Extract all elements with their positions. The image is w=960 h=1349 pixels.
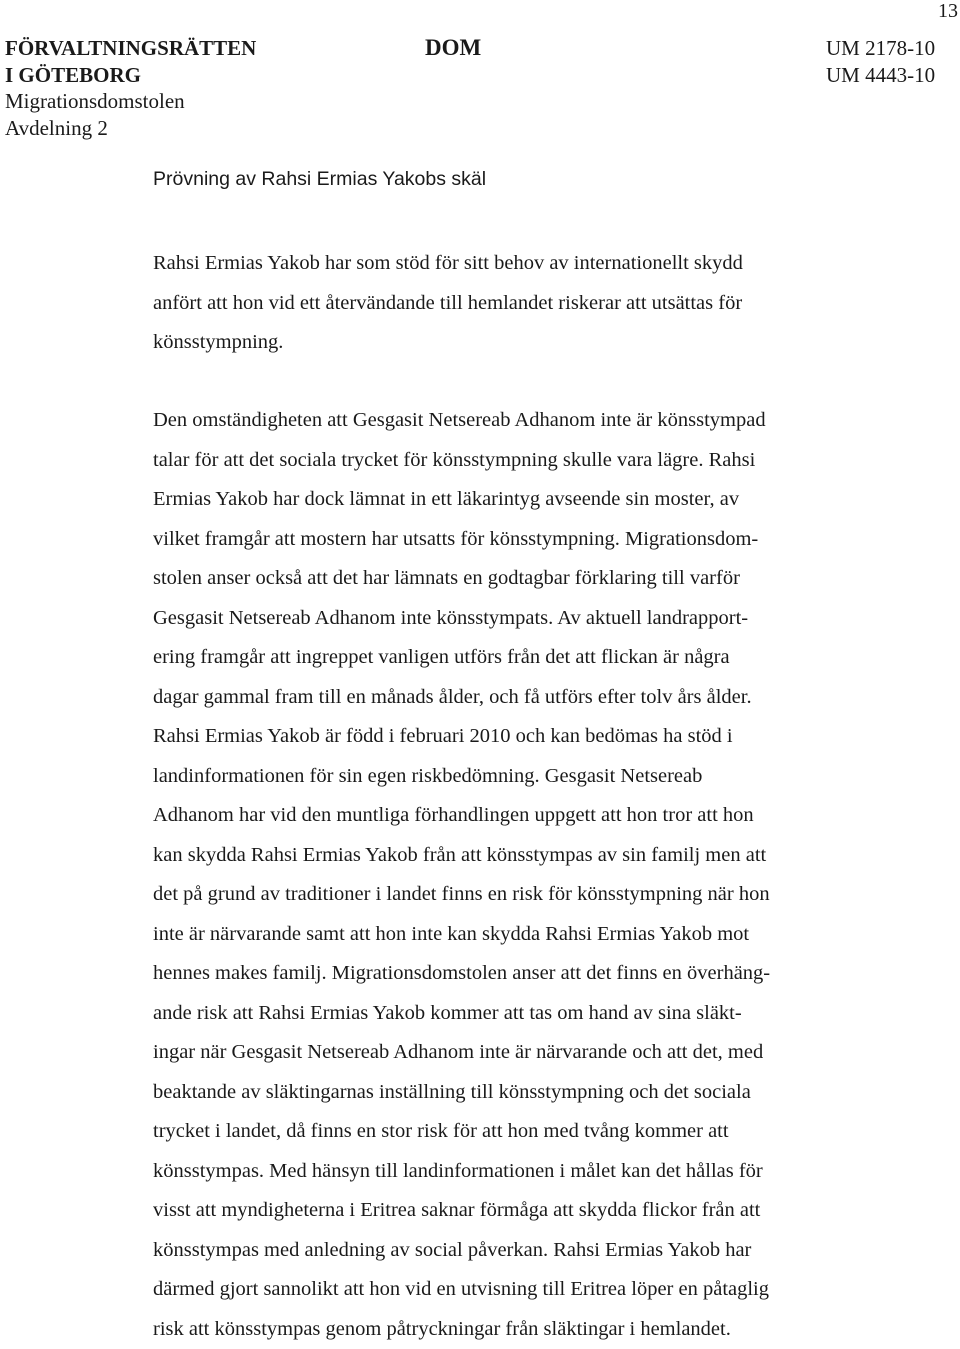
text-line: kan skydda Rahsi Ermias Yakob från att könsstympas av sin familj men att bbox=[153, 836, 853, 876]
text-line: vilket framgår att mostern har utsatts för könsstympning. Migrationsdom- bbox=[153, 520, 853, 560]
text-line: landinformationen för sin egen riskbedömning. Gesgasit Netsereab bbox=[153, 757, 853, 797]
text-line: Gesgasit Netsereab Adhanom inte könsstympats. Av aktuell landrapport- bbox=[153, 599, 853, 639]
text-line: Adhanom har vid den muntliga förhandlingen uppgett att hon tror att hon bbox=[153, 796, 853, 836]
text-line: Ermias Yakob har dock lämnat in ett läkarintyg avseende sin moster, av bbox=[153, 480, 853, 520]
court-department: Avdelning 2 bbox=[5, 115, 256, 142]
text-line: könsstympas. Med hänsyn till landinformationen i målet kan det hållas för bbox=[153, 1152, 853, 1192]
page-number: 13 bbox=[938, 0, 958, 22]
text-line: därmed gjort sannolikt att hon vid en utvisning till Eritrea löper en påtaglig bbox=[153, 1270, 853, 1310]
court-name-line-1: FÖRVALTNINGSRÄTTEN bbox=[5, 35, 256, 62]
document-type: DOM bbox=[425, 35, 481, 62]
case-number: UM 4443-10 bbox=[826, 62, 935, 89]
section-heading: Prövning av Rahsi Ermias Yakobs skäl bbox=[153, 167, 486, 191]
text-line: hennes makes familj. Migrationsdomstolen anser att det finns en överhäng- bbox=[153, 954, 853, 994]
text-line: ering framgår att ingreppet vanligen utförs från det att flickan är några bbox=[153, 638, 853, 678]
text-line: ande risk att Rahsi Ermias Yakob kommer att tas om hand av sina släkt- bbox=[153, 994, 853, 1034]
text-line: anfört att hon vid ett återvändande till hemlandet riskerar att utsättas för bbox=[153, 284, 853, 324]
text-line: könsstympning. bbox=[153, 323, 853, 363]
text-line: Rahsi Ermias Yakob har som stöd för sitt behov av internationellt skydd bbox=[153, 244, 853, 284]
text-line: Den omständigheten att Gesgasit Netsereab Adhanom inte är könsstympad bbox=[153, 401, 853, 441]
text-line: stolen anser också att det har lämnats en godtagbar förklaring till varför bbox=[153, 559, 853, 599]
text-line: beaktande av släktingarnas inställning till könsstympning och det sociala bbox=[153, 1073, 853, 1113]
text-line: inte är närvarande samt att hon inte kan skydda Rahsi Ermias Yakob mot bbox=[153, 915, 853, 955]
paragraph-1 bbox=[153, 244, 853, 363]
text-line: visst att myndigheterna i Eritrea saknar förmåga att skydda flickor från att bbox=[153, 1191, 853, 1231]
court-division: Migrationsdomstolen bbox=[5, 88, 256, 115]
paragraph-2 bbox=[153, 401, 853, 1349]
court-header bbox=[5, 35, 256, 141]
text-line: talar för att det sociala trycket för könsstympning skulle vara lägre. Rahsi bbox=[153, 441, 853, 481]
text-line: ingar när Gesgasit Netsereab Adhanom inte är närvarande och att det, med bbox=[153, 1033, 853, 1073]
text-line: Rahsi Ermias Yakob är född i februari 2010 och kan bedömas ha stöd i bbox=[153, 717, 853, 757]
text-line: risk att könsstympas genom påtryckningar från släktingar i hemlandet. bbox=[153, 1310, 853, 1349]
court-name-line-2: I GÖTEBORG bbox=[5, 62, 256, 89]
text-line: trycket i landet, då finns en stor risk för att hon med tvång kommer att bbox=[153, 1112, 853, 1152]
case-numbers bbox=[826, 35, 935, 88]
case-number: UM 2178-10 bbox=[826, 35, 935, 62]
text-line: det på grund av traditioner i landet finns en risk för könsstympning när hon bbox=[153, 875, 853, 915]
text-line: dagar gammal fram till en månads ålder, och få utförs efter tolv års ålder. bbox=[153, 678, 853, 718]
text-line: könsstympas med anledning av social påverkan. Rahsi Ermias Yakob har bbox=[153, 1231, 853, 1271]
